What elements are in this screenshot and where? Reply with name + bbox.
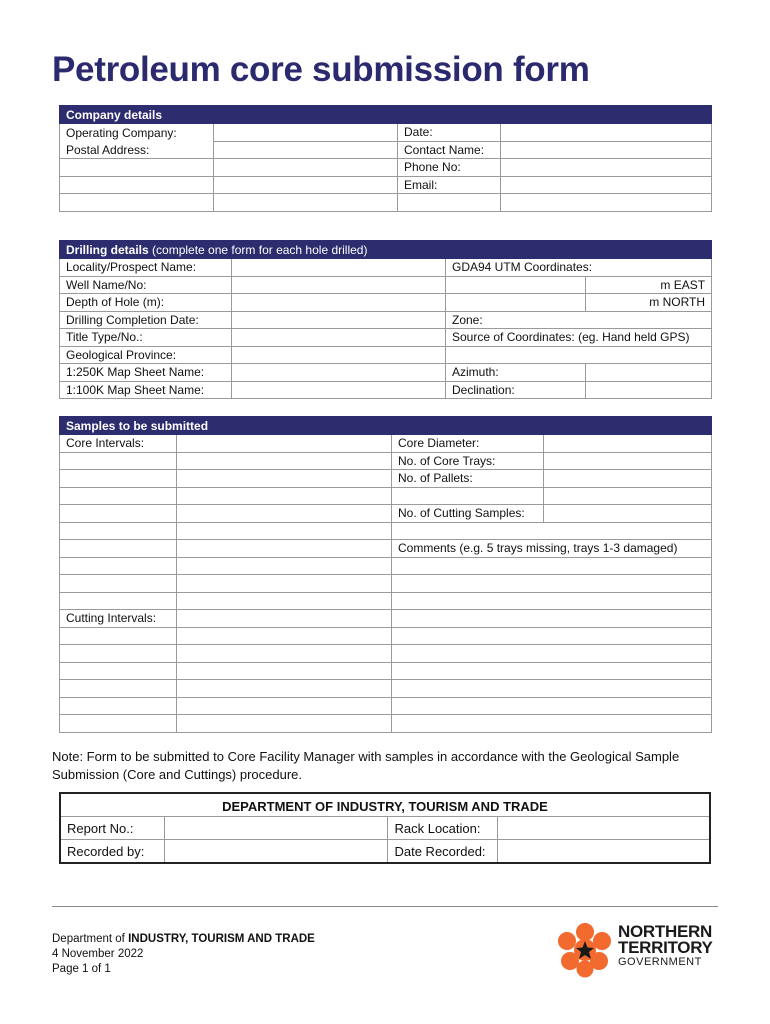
- core-interval-field[interactable]: [177, 435, 392, 453]
- core-interval-from[interactable]: [60, 452, 177, 470]
- m-east-label: m EAST: [586, 276, 712, 294]
- department-box-header: DEPARTMENT OF INDUSTRY, TOURISM AND TRADE: [222, 798, 548, 814]
- empty-cell: [60, 194, 214, 212]
- gda94-label: GDA94 UTM Coordinates:: [446, 259, 712, 277]
- east-field[interactable]: [446, 276, 586, 294]
- declination-field[interactable]: [586, 381, 712, 399]
- core-interval-from[interactable]: [60, 522, 177, 540]
- comments-field[interactable]: [392, 610, 712, 628]
- extra-field[interactable]: [501, 194, 712, 212]
- cutting-interval-from[interactable]: [60, 680, 177, 698]
- cutting-interval-from[interactable]: [60, 715, 177, 733]
- drilling-details-header: [60, 241, 712, 259]
- geo-province-label: Geological Province:: [60, 346, 232, 364]
- date-recorded-field[interactable]: [497, 840, 710, 864]
- postal-address-spacer: [60, 159, 214, 177]
- logo-line-northern: NORTHERN: [618, 922, 712, 941]
- email-field[interactable]: [501, 176, 712, 194]
- title-type-field[interactable]: [232, 329, 446, 347]
- comments-field[interactable]: [392, 662, 712, 680]
- footer: [52, 932, 315, 977]
- logo-line-government: GOVERNMENT: [618, 956, 702, 968]
- cutting-interval-field[interactable]: [177, 645, 392, 663]
- depth-field[interactable]: [232, 294, 446, 312]
- footer-divider: [52, 906, 718, 907]
- cutting-interval-from[interactable]: [60, 645, 177, 663]
- footer-date: 4 November 2022: [52, 948, 144, 960]
- cutting-interval-from[interactable]: [60, 697, 177, 715]
- zone-label: Zone:: [446, 311, 712, 329]
- comments-field[interactable]: [392, 575, 712, 593]
- logo-line-territory: TERRITORY: [618, 938, 713, 957]
- cutting-interval-field[interactable]: [177, 715, 392, 733]
- pallets-label: No. of Pallets:: [392, 470, 544, 488]
- page-title: Petroleum core submission form: [52, 50, 590, 89]
- nt-government-logo: [556, 922, 726, 978]
- postal-address-field-4[interactable]: [214, 194, 398, 212]
- recorded-by-label: Recorded by:: [60, 840, 164, 864]
- core-interval-field[interactable]: [177, 505, 392, 523]
- map-100k-field[interactable]: [232, 381, 446, 399]
- declination-label: Declination:: [446, 381, 586, 399]
- locality-field[interactable]: [232, 259, 446, 277]
- azimuth-field[interactable]: [586, 364, 712, 382]
- cutting-interval-from[interactable]: [60, 627, 177, 645]
- spacer-cell: [392, 522, 712, 540]
- postal-address-label: Postal Address:: [60, 141, 214, 159]
- core-interval-field[interactable]: [177, 522, 392, 540]
- core-interval-from[interactable]: [60, 487, 177, 505]
- department-box: [59, 792, 711, 864]
- well-name-field[interactable]: [232, 276, 446, 294]
- cutting-interval-field[interactable]: [177, 680, 392, 698]
- well-name-label: Well Name/No:: [60, 276, 232, 294]
- cutting-intervals-label: Cutting Intervals:: [60, 610, 177, 628]
- map-250k-field[interactable]: [232, 364, 446, 382]
- core-interval-from[interactable]: [60, 505, 177, 523]
- comments-field[interactable]: [392, 680, 712, 698]
- postal-address-field-3[interactable]: [214, 176, 398, 194]
- postal-address-field-2[interactable]: [214, 159, 398, 177]
- logo-wordmark: [618, 924, 713, 968]
- footer-dept-name: INDUSTRY, TOURISM AND TRADE: [128, 933, 315, 945]
- core-interval-field[interactable]: [177, 592, 392, 610]
- phone-label: Phone No:: [398, 159, 501, 177]
- cutting-samples-label: No. of Cutting Samples:: [392, 505, 544, 523]
- cutting-samples-field[interactable]: [544, 505, 712, 523]
- core-interval-field[interactable]: [177, 575, 392, 593]
- spacer-cell: [392, 487, 544, 505]
- core-interval-from[interactable]: [60, 557, 177, 575]
- core-interval-from[interactable]: [60, 592, 177, 610]
- report-no-label: Report No.:: [60, 817, 164, 840]
- completion-date-field[interactable]: [232, 311, 446, 329]
- contact-name-label: Contact Name:: [398, 141, 501, 159]
- source-coords-label: Source of Coordinates: (eg. Hand held GPS): [446, 329, 712, 347]
- drilling-details-note: (complete one form for each hole drilled): [148, 242, 368, 257]
- report-no-field[interactable]: [164, 817, 388, 840]
- footer-dept-prefix: Department of: [52, 933, 129, 945]
- core-interval-field[interactable]: [177, 452, 392, 470]
- core-interval-field[interactable]: [177, 487, 392, 505]
- comments-label: Comments (e.g. 5 trays missing, trays 1-3 damaged): [392, 540, 712, 558]
- operating-company-label: Operating Company:: [60, 124, 214, 142]
- map-100k-label: 1:100K Map Sheet Name:: [60, 381, 232, 399]
- core-interval-from[interactable]: [60, 540, 177, 558]
- cutting-interval-from[interactable]: [60, 662, 177, 680]
- core-diameter-label: Core Diameter:: [392, 435, 544, 453]
- submission-note: Note: Form to be submitted to Core Facility Manager with samples in accordance with the Geological Sample Submission (Core and Cuttings) procedure.: [52, 749, 680, 782]
- depth-label: Depth of Hole (m):: [60, 294, 232, 312]
- core-interval-field[interactable]: [177, 557, 392, 575]
- desert-rose-icon: [556, 922, 614, 978]
- locality-label: Locality/Prospect Name:: [60, 259, 232, 277]
- comments-field[interactable]: [392, 557, 712, 575]
- recorded-by-field[interactable]: [164, 840, 388, 864]
- comments-field[interactable]: [392, 697, 712, 715]
- drilling-details-title: Drilling details: [66, 242, 149, 257]
- core-interval-from[interactable]: [60, 575, 177, 593]
- source-coords-field[interactable]: [446, 346, 712, 364]
- comments-field[interactable]: [392, 645, 712, 663]
- samples-header: Samples to be submitted: [60, 417, 712, 435]
- comments-field[interactable]: [392, 715, 712, 733]
- core-interval-field[interactable]: [177, 470, 392, 488]
- phone-field[interactable]: [501, 159, 712, 177]
- core-trays-label: No. of Core Trays:: [392, 452, 544, 470]
- date-recorded-label: Date Recorded:: [388, 840, 497, 864]
- map-250k-label: 1:250K Map Sheet Name:: [60, 364, 232, 382]
- completion-date-label: Drilling Completion Date:: [60, 311, 232, 329]
- date-field[interactable]: [501, 124, 712, 142]
- title-type-label: Title Type/No.:: [60, 329, 232, 347]
- spacer-cell: [544, 487, 712, 505]
- core-interval-from[interactable]: [60, 470, 177, 488]
- footer-department: [52, 932, 315, 947]
- core-interval-field[interactable]: [177, 540, 392, 558]
- comments-field[interactable]: [392, 592, 712, 610]
- operating-company-field[interactable]: [214, 124, 398, 142]
- m-north-label: m NORTH: [586, 294, 712, 312]
- north-field[interactable]: [446, 294, 586, 312]
- pallets-field[interactable]: [544, 470, 712, 488]
- core-diameter-field[interactable]: [544, 435, 712, 453]
- rack-location-field[interactable]: [497, 817, 710, 840]
- company-details-table: [59, 105, 712, 212]
- postal-address-spacer: [60, 176, 214, 194]
- comments-field[interactable]: [392, 627, 712, 645]
- postal-address-field-1[interactable]: [214, 141, 398, 159]
- cutting-interval-field[interactable]: [177, 697, 392, 715]
- empty-cell: [398, 194, 501, 212]
- core-trays-field[interactable]: [544, 452, 712, 470]
- cutting-interval-field[interactable]: [177, 662, 392, 680]
- samples-table: [59, 416, 712, 733]
- cutting-interval-field[interactable]: [177, 610, 392, 628]
- date-label: Date:: [398, 124, 501, 142]
- cutting-interval-field[interactable]: [177, 627, 392, 645]
- rack-location-label: Rack Location:: [388, 817, 497, 840]
- footer-page-number: Page 1 of 1: [52, 963, 111, 975]
- drilling-details-table: [59, 240, 712, 399]
- company-details-header: Company details: [60, 106, 712, 124]
- geo-province-field[interactable]: [232, 346, 446, 364]
- core-intervals-label: Core Intervals:: [60, 435, 177, 453]
- email-label: Email:: [398, 176, 501, 194]
- contact-name-field[interactable]: [501, 141, 712, 159]
- azimuth-label: Azimuth:: [446, 364, 586, 382]
